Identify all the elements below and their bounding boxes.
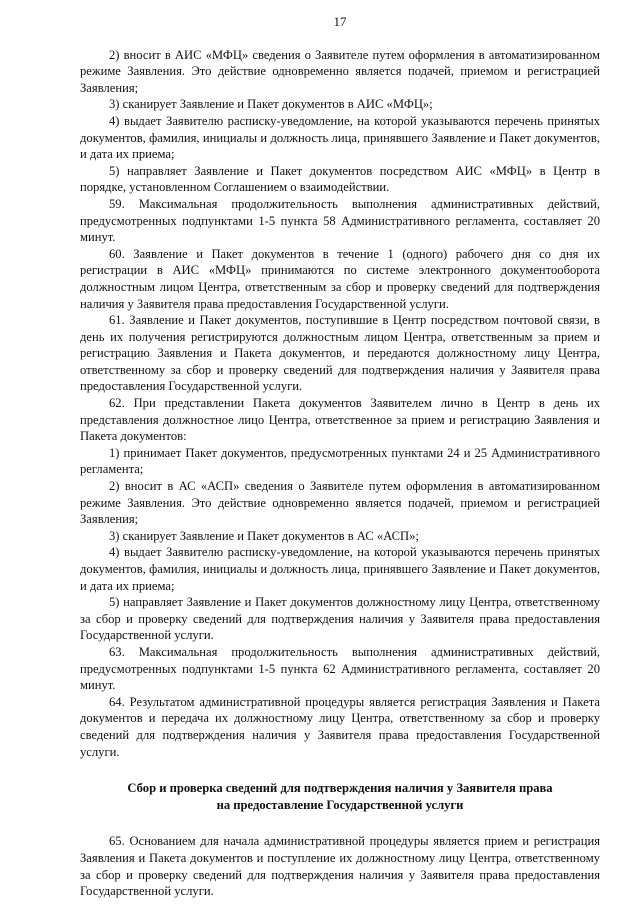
page-number: 17: [333, 14, 347, 29]
paragraph: 61. Заявление и Пакет документов, поступившие в Центр посредством почтовой связи, в день их получения регистрируются должностным лицом Центра, ответственным за прием и регистрацию Заявления и Пакета документов, и передаются должностному лицу Центра, ответственному за сбор и проверку сведений для подтверждения наличия у Заявителя права предоставления Государственной услуги.: [80, 313, 600, 394]
paragraph: 5) направляет Заявление и Пакет документов должностному лицу Центра, ответственному за сбор и проверку сведений для подтверждения наличия у Заявителя права предоставления Государственной услуги.: [80, 595, 600, 643]
paragraph: 5) направляет Заявление и Пакет документов посредством АИС «МФЦ» в Центр в порядке, установленном Соглашением о взаимодействии.: [80, 163, 600, 195]
paragraph: 59. Максимальная продолжительность выполнения административных действий, предусмотренных подпунктами 1-5 пункта 58 Административного регламента, составляет 20 минут.: [80, 196, 600, 245]
paragraph: 60. Заявление и Пакет документов в течение 1 (одного) рабочего дня со дня их регистрации в АИС «МФЦ» принимаются по системе электронного документооборота должностным лицом Центра, ответственным за сбор и проверку сведений для подтверждения наличия у Заявителя права предоставления Государственной услуги.: [80, 246, 600, 311]
paragraph: 3) сканирует Заявление и Пакет документов в АИС «МФЦ»;: [109, 97, 433, 112]
paragraph: 62. При представлении Пакета документов Заявителем лично в Центр в день их представления должностное лицо Центра, ответственное за прием и регистрацию Заявления и Пакета документов:: [80, 396, 600, 444]
section-heading-line2: на предоставление Государственной услуги: [216, 797, 464, 812]
paragraph: 4) выдает Заявителю расписку-уведомление, на которой указываются перечень принятых документов, фамилия, инициалы и должность лица, принявшего Заявление и Пакет документов, и дата их приема;: [80, 113, 600, 162]
paragraph: 2) вносит в АИС «МФЦ» сведения о Заявителе путем оформления в автоматизированном режиме Заявления. Это действие одновременно является подачей, приемом и регистрацией Заявления;: [80, 47, 600, 95]
paragraph: 3) сканирует Заявление и Пакет документов в АС «АСП»;: [109, 528, 419, 543]
paragraph: 64. Результатом административной процедуры является регистрация Заявления и Пакета документов и передача их должностному лицу Центра, ответственному за сбор и проверку сведений для подтверждения наличия у Заявителя права предоставления Государственной услуги.: [80, 694, 600, 759]
section-heading-line1: Сбор и проверка сведений для подтверждения наличия у Заявителя права: [127, 781, 553, 796]
paragraph: 2) вносит в АС «АСП» сведения о Заявителе путем оформления в автоматизированном режиме Заявления. Это действие одновременно является подачей, приемом и регистрацией Заявления;: [80, 479, 600, 527]
bottom-paragraphs: [80, 833, 600, 899]
paragraph: 63. Максимальная продолжительность выполнения административных действий, предусмотренных подпунктами 1-5 пункта 62 Административного регламента, составляет 20 минут.: [80, 644, 600, 693]
top-paragraphs: [80, 47, 600, 761]
paragraph: 65. Основанием для начала административной процедуры является прием и регистрация Заявления и Пакета документов и поступление их должностному лицу Центра, ответственному за сбор и проверку сведений для подтверждения наличия у Заявителя права предоставления Государственной услуги.: [80, 834, 600, 899]
paragraph: 4) выдает Заявителю расписку-уведомление, на которой указываются перечень принятых документов, фамилия, инициалы и должность лица, принявшего Заявление и Пакет документов, и дата их приема;: [80, 545, 600, 593]
paragraph: 1) принимает Пакет документов, предусмотренных пунктами 24 и 25 Административного регламента;: [80, 445, 600, 477]
